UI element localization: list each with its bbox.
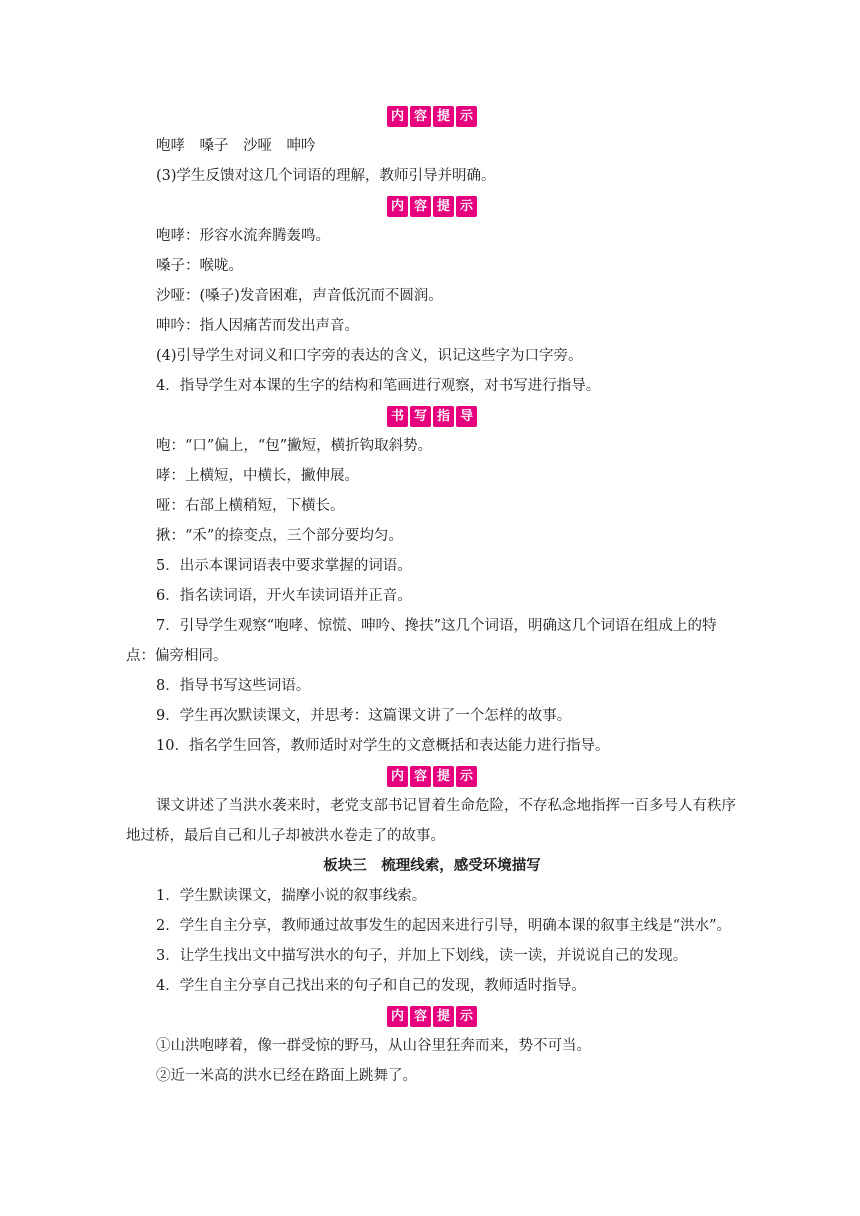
content-hint-badge xyxy=(126,191,738,221)
badge-char: 提 xyxy=(433,1006,454,1027)
badge-char: 内 xyxy=(387,106,408,127)
text-line: 揪：“禾”的捺变点，三个部分要均匀。 xyxy=(156,528,403,544)
text-line: 嗓子：喉咙。 xyxy=(156,258,243,274)
badge-char: 示 xyxy=(456,766,477,787)
text-line: ①山洪咆哮着，像一群受惊的野马，从山谷里狂奔而来，势不可当。 xyxy=(156,1038,591,1054)
text-line: 3．让学生找出文中描写洪水的句子，并加上下划线，读一读，并说说自己的发现。 xyxy=(156,948,688,964)
text-paragraph: 2．学生自主分享，教师通过故事发生的起因来进行引导，明确本课的叙事主线是“洪水”。 xyxy=(156,918,732,934)
lesson-content xyxy=(126,101,738,1091)
badge-char: 容 xyxy=(410,196,431,217)
badge-char: 容 xyxy=(410,1006,431,1027)
badge-char: 提 xyxy=(433,196,454,217)
badge-char: 内 xyxy=(387,766,408,787)
badge-char: 示 xyxy=(456,1006,477,1027)
section-heading: 板块三 梳理线索，感受环境描写 xyxy=(323,858,541,874)
badge-char: 指 xyxy=(433,406,454,427)
badge-char: 示 xyxy=(456,196,477,217)
text-line: 咆：“口”偏上，“包”撇短，横折钩取斜势。 xyxy=(156,438,433,454)
text-line: 10．指名学生回答，教师适时对学生的文意概括和表达能力进行指导。 xyxy=(156,738,610,754)
text-line: 呻吟：指人因痛苦而发出声音。 xyxy=(156,318,359,334)
text-line: 4．学生自主分享自己找出来的句子和自己的发现，教师适时指导。 xyxy=(156,978,586,994)
badge-char: 容 xyxy=(410,766,431,787)
text-line: 哑：右部上横稍短，下横长。 xyxy=(156,498,345,514)
text-line: 6．指名读词语，开火车读词语并正音。 xyxy=(156,588,412,604)
content-hint-badge xyxy=(126,761,738,791)
badge-char: 内 xyxy=(387,196,408,217)
badge-char: 内 xyxy=(387,1006,408,1027)
text-line: 哮：上横短，中横长，撇伸展。 xyxy=(156,468,359,484)
text-line: 沙哑：(嗓子)发音困难，声音低沉而不圆润。 xyxy=(156,288,443,304)
text-line: (3)学生反馈对这几个词语的理解，教师引导并明确。 xyxy=(156,168,496,184)
badge-char: 写 xyxy=(410,406,431,427)
writing-guide-badge xyxy=(126,401,738,431)
text-line: 咆哮 嗓子 沙哑 呻吟 xyxy=(156,138,316,154)
text-line: 咆哮：形容水流奔腾轰鸣。 xyxy=(156,228,330,244)
badge-char: 容 xyxy=(410,106,431,127)
badge-char: 提 xyxy=(433,106,454,127)
text-line: (4)引导学生对词义和口字旁的表达的含义，识记这些字为口字旁。 xyxy=(156,348,583,364)
text-paragraph: 课文讲述了当洪水袭来时，老党支部书记冒着生命危险，不存私念地指挥一百多号人有秩序地过桥，最后自己和儿子却被洪水卷走了的故事。 xyxy=(126,798,736,844)
content-hint-badge xyxy=(126,101,738,131)
text-line: 8．指导书写这些词语。 xyxy=(156,678,311,694)
badge-char: 示 xyxy=(456,106,477,127)
text-line: ②近一米高的洪水已经在路面上跳舞了。 xyxy=(156,1068,417,1084)
text-line: 1．学生默读课文，揣摩小说的叙事线索。 xyxy=(156,888,427,904)
text-paragraph: 7．引导学生观察“咆哮、惊慌、呻吟、搀扶”这几个词语，明确这几个词语在组成上的特点：偏旁相同。 xyxy=(126,618,717,664)
text-line: 9．学生再次默读课文，并思考：这篇课文讲了一个怎样的故事。 xyxy=(156,708,572,724)
badge-char: 提 xyxy=(433,766,454,787)
text-line: 5．出示本课词语表中要求掌握的词语。 xyxy=(156,558,412,574)
badge-char: 书 xyxy=(387,406,408,427)
badge-char: 导 xyxy=(456,406,477,427)
content-hint-badge xyxy=(126,1001,738,1031)
text-line: 4．指导学生对本课的生字的结构和笔画进行观察，对书写进行指导。 xyxy=(156,378,601,394)
